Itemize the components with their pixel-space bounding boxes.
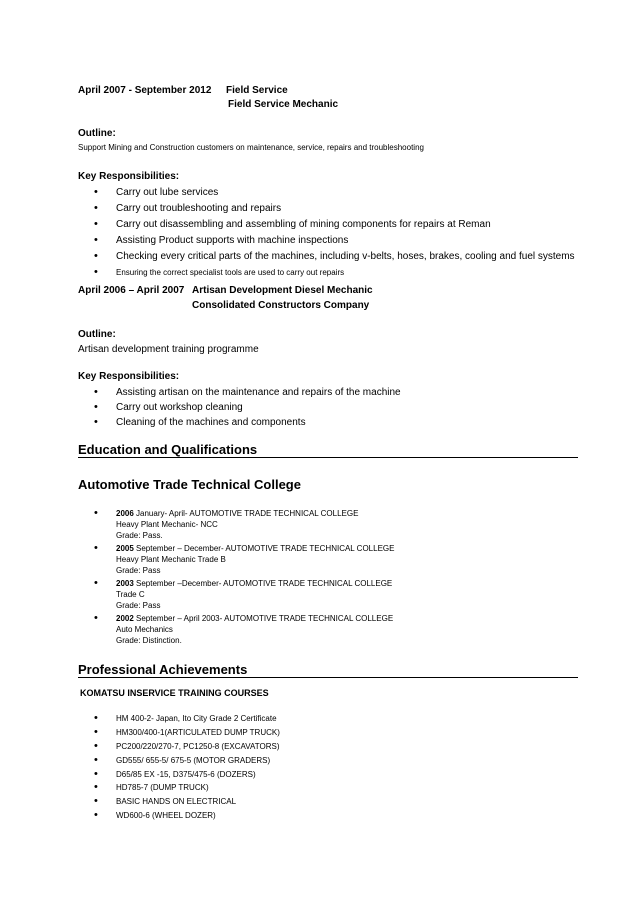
job2-dates: April 2006 – April 2007 xyxy=(78,285,185,296)
education-grade: Grade: Pass xyxy=(116,566,161,575)
education-line: September – April 2003- AUTOMOTIVE TRADE TECHNICAL COLLEGE xyxy=(133,614,394,623)
education-year: 2002 xyxy=(116,614,134,623)
job1-outline-label: Outline: xyxy=(78,128,116,139)
education-list xyxy=(80,508,394,648)
list-item: • D65/85 EX -15, D375/475-6 (DOZERS) xyxy=(80,768,280,781)
job2-title: Artisan Development Diesel Mechanic xyxy=(192,285,373,296)
job1-dates: April 2007 - September 2012 xyxy=(78,85,212,96)
job1-department: Field Service xyxy=(226,85,288,96)
list-item: • Checking every critical parts of the machines, including v-belts, hoses, brakes, cooling and fuel systems xyxy=(80,249,575,264)
list-item: • Carry out workshop cleaning xyxy=(80,400,401,415)
list-item: • HM 400-2- Japan, Ito City Grade 2 Certificate xyxy=(80,712,280,725)
list-item: • BASIC HANDS ON ELECTRICAL xyxy=(80,795,280,808)
job1-responsibilities-list xyxy=(80,185,575,280)
list-item: • Carry out disassembling and assembling of mining components for repairs at Reman xyxy=(80,217,575,232)
job1-responsibilities-label: Key Responsibilities: xyxy=(78,171,180,182)
list-item: • Carry out troubleshooting and repairs xyxy=(80,201,575,216)
education-year: 2006 xyxy=(116,509,134,518)
list-item: • HD785-7 (DUMP TRUCK) xyxy=(80,781,280,794)
list-item: • Ensuring the correct specialist tools are used to carry out repairs xyxy=(80,265,575,280)
list-item xyxy=(80,543,394,576)
list-item: • Carry out lube services xyxy=(80,185,575,200)
college-name: Automotive Trade Technical College xyxy=(78,477,301,492)
education-line: September –December- AUTOMOTIVE TRADE TECHNICAL COLLEGE xyxy=(133,579,393,588)
education-year: 2005 xyxy=(116,544,134,553)
job1-title: Field Service Mechanic xyxy=(228,99,339,110)
achievements-divider xyxy=(78,677,578,678)
education-divider xyxy=(78,457,578,458)
education-qualification: Auto Mechanics xyxy=(116,625,173,634)
list-item xyxy=(80,508,394,541)
list-item xyxy=(80,613,394,646)
education-grade: Grade: Distinction. xyxy=(116,636,182,645)
list-item: • PC200/220/270-7, PC1250-8 (EXCAVATORS) xyxy=(80,740,280,753)
education-heading: Education and Qualifications xyxy=(78,442,258,457)
list-item: • Assisting artisan on the maintenance and repairs of the machine xyxy=(80,385,401,400)
education-line: September – December- AUTOMOTIVE TRADE TECHNICAL COLLEGE xyxy=(133,544,395,553)
job2-company: Consolidated Constructors Company xyxy=(192,300,370,311)
job2-responsibilities-list xyxy=(80,385,401,430)
job2-responsibilities-label: Key Responsibilities: xyxy=(78,371,180,382)
list-item xyxy=(80,578,394,611)
list-item: • Assisting Product supports with machine inspections xyxy=(80,233,575,248)
job2-outline-text: Artisan development training programme xyxy=(78,344,259,355)
job1-outline-text: Support Mining and Construction customers on maintenance, service, repairs and troubleshooting xyxy=(78,143,424,152)
job2-outline-label: Outline: xyxy=(78,329,116,340)
education-year: 2003 xyxy=(116,579,134,588)
achievements-list xyxy=(80,712,280,822)
list-item: • HM300/400-1(ARTICULATED DUMP TRUCK) xyxy=(80,726,280,739)
education-qualification: Heavy Plant Mechanic- NCC xyxy=(116,520,218,529)
achievements-heading: Professional Achievements xyxy=(78,662,248,677)
education-qualification: Heavy Plant Mechanic Trade B xyxy=(116,555,226,564)
education-qualification: Trade C xyxy=(116,590,145,599)
achievements-subheading: KOMATSU INSERVICE TRAINING COURSES xyxy=(80,688,269,698)
education-grade: Grade: Pass xyxy=(116,601,161,610)
list-item: • GD555/ 655-5/ 675-5 (MOTOR GRADERS) xyxy=(80,754,280,767)
list-item: • WD600-6 (WHEEL DOZER) xyxy=(80,809,280,822)
education-line: January- April- AUTOMOTIVE TRADE TECHNICAL COLLEGE xyxy=(133,509,359,518)
education-grade: Grade: Pass. xyxy=(116,531,163,540)
list-item: • Cleaning of the machines and components xyxy=(80,415,401,430)
